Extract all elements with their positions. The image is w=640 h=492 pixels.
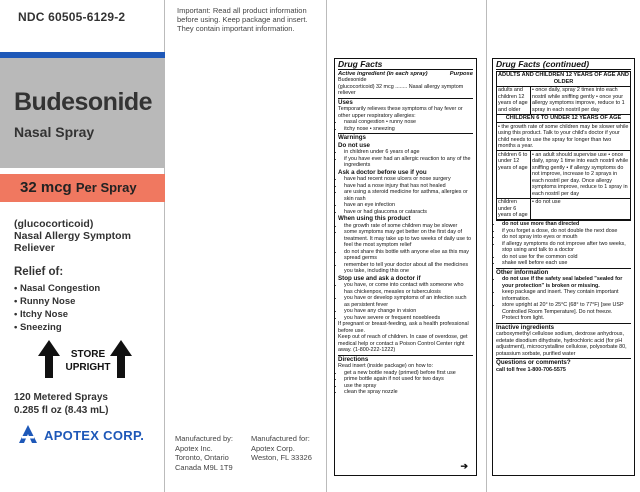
stop-item: • you have or develop symptoms of an infection such as persistent fever [344, 295, 473, 308]
ai-label: Active ingredient (in each spray) [338, 70, 428, 77]
mfr-line: Canada M9L 1T9 [175, 462, 233, 472]
donot-heading: Do not use [338, 141, 370, 149]
dose-unit: Per Spray [75, 180, 137, 195]
relief-list [14, 282, 100, 334]
drug-facts-panel [327, 0, 487, 492]
table-cell: children under 6 years of age [497, 199, 531, 221]
ai-name: Budesonide [338, 77, 367, 83]
warnings-heading: Warnings [338, 134, 366, 141]
when-heading: When using this product [338, 215, 411, 222]
inactive-text: carboxymethyl cellulose sodium, dextrose anhydrous, edetate disodium dihydrate, hydrochloric acid (for pH adjustment), microcrystalline cellulose, polysorbate 80, potassium sorbate, purified water [496, 331, 627, 357]
mfr-line: Manufactured by: [175, 434, 233, 443]
drug-facts-box [334, 58, 477, 476]
brand-name: APOTEX CORP. [44, 428, 145, 443]
indication-line: Nasal Allergy Symptom [14, 230, 131, 242]
donot-item: • if you have ever had an allergic reaction to any of the ingredients [344, 156, 473, 169]
direction-item: • get a new bottle ready (primed) before first use [344, 370, 473, 377]
mfr-line: Manufactured for: [251, 434, 310, 443]
uses-text: Temporarily relieves these symptoms of hay fever or other upper respiratory allergies: [338, 106, 463, 119]
keep-out-warning: Keep out of reach of children. In case of overdose, get medical help or contact a Poison Control Center right away. (1-800-222-1222) [338, 334, 468, 353]
other-info-item: • do not use if the safety seal labeled "sealed for your protection" is broken or missing. [502, 276, 631, 289]
table-cell: • an adult should supervise use • once daily, spray 1 time into each nostril while sniffing gently • if allergy symptoms do not improve, increase to 2 sprays in each nostril per day. Once allergy symptoms improve, reduce to 1 spray in each nostril per day [532, 151, 629, 197]
mfr-line: Apotex Inc. [175, 443, 213, 453]
stop-item: • you have, or come into contact with someone who has chickenpox, measles or tuberculosis [344, 282, 473, 295]
mfr-line: Weston, FL 33326 [251, 453, 312, 462]
uses-item: • nasal congestion • runny nose [344, 119, 473, 126]
spray-count: 120 Metered Sprays [14, 392, 108, 403]
relief-item: • Itchy Nose [14, 309, 69, 320]
ask-item: • are using a steroid medicine for asthma, allergies or skin rash [344, 189, 473, 202]
spray-volume: 0.285 fl oz (8.43 mL) [14, 405, 109, 416]
uses-item: • itchy nose • sneezing [344, 126, 473, 133]
uses-heading: Uses [338, 98, 353, 106]
stop-list [338, 282, 473, 321]
donot-list [338, 149, 473, 169]
relief-item: • Nasal Congestion [14, 283, 101, 294]
indication-line: (glucocorticoid) [14, 218, 94, 230]
inactive-heading: Inactive ingredients [496, 323, 555, 331]
table-cell: children 6 to under 12 years of age [497, 151, 531, 199]
ask-heading: Ask a doctor before use if you [338, 168, 427, 176]
dosing-note: • do not use for the common cold [502, 254, 631, 261]
apotex-logo-icon [18, 424, 38, 444]
when-item: • remember to tell your doctor about all the medicines you take, including this one [344, 262, 473, 275]
ask-item: • have an eye infection [344, 202, 473, 209]
other-info-item: • keep package and insert. They contain important information. [502, 289, 631, 302]
apotex-logo [18, 424, 158, 446]
table-cell: adults and children 12 years of age and older [497, 87, 531, 115]
manufactured-for [251, 434, 312, 463]
when-item: • the growth rate of some children may be slower [344, 223, 473, 230]
drug-facts-continued-title: Drug Facts (continued) [496, 61, 631, 70]
continue-arrow-icon: ➔ [460, 460, 468, 471]
questions-phone: call toll free 1-800-706-5575 [496, 366, 566, 373]
product-title: Budesonide [14, 88, 153, 116]
ask-item: • have had a nose injury that has not healed [344, 183, 473, 190]
sprays-info [14, 391, 108, 417]
directions-heading: Directions [338, 355, 369, 363]
manufactured-by [175, 434, 233, 472]
table-cell: • do not use [531, 199, 630, 221]
store-line: STORE [70, 349, 106, 360]
important-notice: Important: Read all product information before using. Keep package and insert. They contain important information. [177, 6, 308, 33]
uses-list [338, 119, 473, 132]
dosing-table [496, 71, 631, 222]
ask-item: • have had recent nose ulcers or nose surgery [344, 176, 473, 183]
dosing-note: • if you forget a dose, do not double the next dose [502, 228, 631, 235]
stop-item: • you have severe or frequent nosebleeds [344, 315, 473, 322]
table-cell: • the growth rate of some children may be slower while using this product. Talk to your child's doctor if your child needs to use the spray for longer than two months a year. [498, 123, 629, 149]
store-line: UPRIGHT [65, 362, 111, 373]
mfr-line: Toronto, Ontario [175, 453, 229, 462]
ndc-number: NDC 60505-6129-2 [18, 10, 126, 24]
directions-list [338, 370, 473, 396]
directions-text: Read insert (inside package) on how to: [338, 363, 433, 369]
store-upright [38, 340, 138, 380]
direction-item: • clean the spray nozzle [344, 389, 473, 396]
dose-banner [0, 174, 165, 202]
dosing-note: • shake well before each use [502, 260, 631, 267]
indication-line: Reliever [14, 242, 55, 254]
when-list [338, 223, 473, 275]
indication [14, 218, 131, 254]
drug-facts-continued-panel [487, 0, 640, 492]
dosing-note: • do not use more than directed [502, 221, 631, 228]
when-item: • do not share this bottle with anyone else as this may spread germs [344, 249, 473, 262]
front-panel [0, 0, 165, 492]
dosing-note: • if allergy symptoms do not improve after two weeks, stop using and talk to a doctor [502, 241, 631, 254]
stop-heading: Stop use and ask a doctor if [338, 274, 421, 282]
purpose-label: Purpose [449, 70, 473, 77]
relief-item: • Runny Nose [14, 296, 76, 307]
relief-title: Relief of: [14, 266, 64, 278]
table-header: ADULTS AND CHILDREN 12 YEARS OF AGE AND OLDER [498, 72, 629, 85]
questions-heading: Questions or comments? [496, 359, 571, 366]
donot-item: • in children under 6 years of age [344, 149, 473, 156]
when-item: • some symptoms may get better on the first day of treatment. It may take up to two weeks of daily use to feel the most symptom relief [344, 229, 473, 249]
ai-line: (glucocorticoid) 32 mcg ........ Nasal allergy symptom reliever [338, 83, 464, 96]
product-subtitle: Nasal Spray [14, 124, 95, 140]
pregnancy-warning: If pregnant or breast-feeding, ask a health professional before use. [338, 321, 469, 334]
other-info-list [496, 276, 631, 322]
ask-item: • have or had glaucoma or cataracts [344, 209, 473, 216]
direction-item: • use the spray [344, 383, 473, 390]
ask-list [338, 176, 473, 215]
side-panel [165, 0, 327, 492]
store-text [64, 348, 112, 374]
mfr-line: Apotex Corp. [251, 443, 295, 453]
dose-value: 32 mcg [20, 179, 72, 196]
dosing-note: • do not spray into eyes or mouth [502, 234, 631, 241]
other-info-heading: Other information [496, 268, 549, 276]
drug-facts-title: Drug Facts [338, 61, 473, 70]
table-cell: • once daily, spray 2 times into each nostril while sniffing gently • once your allergy symptoms improve, reduce to 1 spray in each nostril per day [531, 87, 630, 115]
other-info-item: • store upright at 20° to 25°C (68° to 77°F) [see USP Controlled Room Temperature]. Do not freeze. Protect from light. [502, 302, 631, 322]
direction-item: • prime bottle again if not used for two days [344, 376, 473, 383]
table-header: CHILDREN 6 TO UNDER 12 YEARS OF AGE [497, 115, 630, 124]
dosing-notes [496, 221, 631, 267]
stop-item: • you have any change in vision [344, 308, 473, 315]
drug-facts-continued-box [492, 58, 635, 476]
relief-item: • Sneezing [14, 322, 62, 333]
